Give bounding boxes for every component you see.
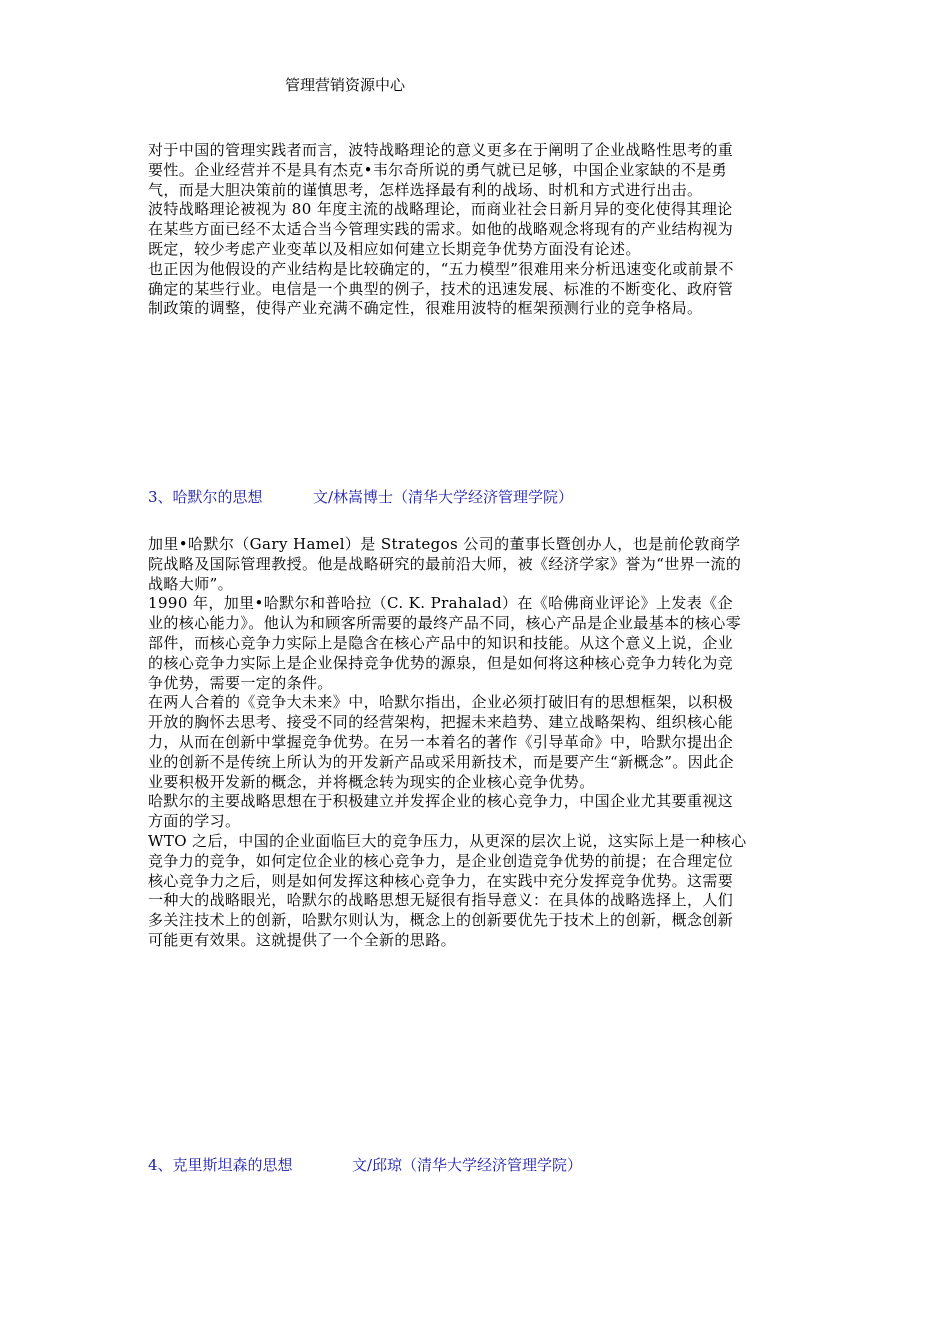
section-title: 4、克里斯坦森的思想 — [148, 1156, 293, 1174]
body-paragraph: 哈默尔的主要战略思想在于积极建立并发挥企业的核心竞争力，中国企业尤其要重视这方面的学习。 — [148, 792, 734, 831]
body-paragraph: 加里•哈默尔（Gary Hamel）是 Strategos 公司的董事长暨创办人，也是前伦敦商学院战略及国际管理教授。他是战略研究的最前沿大师，被《经济学家》誉为“世界一流的战略大师”。 — [148, 535, 742, 593]
body-paragraph: 在两人合着的《竞争大未来》中，哈默尔指出，企业必须打破旧有的思想框架，以积极开放的胸怀去思考、接受不同的经营架构，把握未来趋势、建立战略架构、组织核心能力，从而在创新中掌握竞争优势。在另一本着名的著作《引导革命》中，哈默尔提出企业的创新不是传统上所认为的开发新产品或采用新技术，而是要产生“新概念”。因此企业要积极开发新的概念，并将概念转为现实的企业核心竞争优势。 — [148, 693, 734, 791]
section-author: 文/林嵩博士（清华大学经济管理学院） — [313, 488, 574, 506]
body-paragraph: 1990 年，加里•哈默尔和普哈拉（C. K. Prahalad）在《哈佛商业评论》上发表《企业的核心能力》。他认为和顾客所需要的最终产品不同，核心产品是企业最基本的核心零部件，而核心竞争力实际上是隐含在核心产品中的知识和技能。从这个意义上说，企业的核心竞争力实际上是企业保持竞争优势的源泉，但是如何将这种核心竞争力转化为竞争优势，需要一定的条件。 — [148, 594, 742, 692]
section-author: 文/邱琼（清华大学经济管理学院） — [352, 1156, 583, 1174]
section-heading-christensen — [148, 1155, 582, 1175]
section-heading-hamel — [148, 487, 573, 507]
body-paragraph: 波特战略理论被视为 80 年度主流的战略理论，而商业社会日新月异的变化使得其理论在某些方面已经不太适合当今管理实践的需求。如他的战略观念将现有的产业结构视为既定，较少考虑产业变革以及相应如何建立长期竞争优势方面没有论述。 — [148, 200, 734, 258]
body-paragraph: 也正因为他假设的产业结构是比较确定的，“五力模型”很难用来分析迅速变化或前景不确定的某些行业。电信是一个典型的例子，技术的迅速发展、标准的不断变化、政府管制政策的调整，使得产业充满不确定性，很难用波特的框架预测行业的竞争格局。 — [148, 259, 734, 318]
body-paragraph: WTO 之后，中国的企业面临巨大的竞争压力，从更深的层次上说，这实际上是一种核心竞争力的竞争，如何定位企业的核心竞争力，是企业创造竞争优势的前提；在合理定位核心竞争力之后，则是如何发挥这种核心竞争力，在实践中充分发挥竞争优势。这需要一种大的战略眼光，哈默尔的战略思想无疑很有指导意义：在具体的战略选择上，人们多关注技术上的创新，哈默尔则认为，概念上的创新要优先于技术上的创新，概念创新可能更有效果。这就提供了一个全新的思路。 — [148, 831, 747, 949]
porter-conclusion-section — [148, 141, 748, 319]
page-header: 管理营销资源中心 — [285, 76, 406, 94]
section-title: 3、哈默尔的思想 — [148, 488, 263, 506]
hamel-section-body — [148, 535, 748, 951]
body-paragraph: 对于中国的管理实践者而言，波特战略理论的意义更多在于阐明了企业战略性思考的重要性。企业经营并不是具有杰克•韦尔奇所说的勇气就已足够，中国企业家缺的不是勇气，而是大胆决策前的谨慎思考，怎样选择最有利的战场、时机和方式进行出击。 — [148, 141, 734, 199]
